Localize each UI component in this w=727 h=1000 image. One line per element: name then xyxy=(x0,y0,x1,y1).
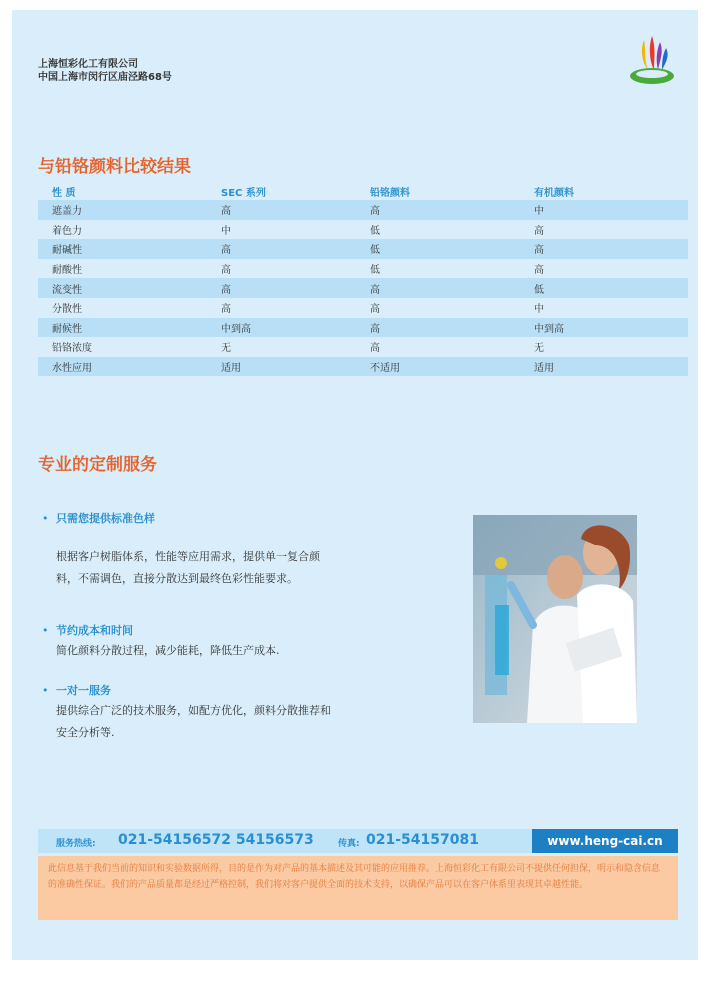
cell: 高 xyxy=(221,265,231,277)
bullet-icon: • xyxy=(42,624,49,637)
cell: 流变性 xyxy=(38,278,207,298)
cell: 耐候性 xyxy=(38,318,207,338)
company-info xyxy=(38,58,172,84)
table-row xyxy=(38,337,688,357)
cell: 高 xyxy=(356,200,520,220)
contact-bar xyxy=(38,829,678,853)
header-property: 性 质 xyxy=(52,187,76,199)
header-organic: 有机颜料 xyxy=(534,187,574,199)
company-name: 上海恒彩化工有限公司 xyxy=(38,59,138,70)
cell: 耐酸性 xyxy=(52,265,82,277)
cell: 无 xyxy=(221,343,231,355)
cell: 高 xyxy=(534,225,544,237)
cell: 高 xyxy=(207,278,356,298)
cell: 水性应用 xyxy=(38,357,207,377)
table-row xyxy=(38,298,688,318)
bullet-icon: • xyxy=(42,512,49,525)
table-row xyxy=(38,318,688,338)
cell: 无 xyxy=(534,343,544,355)
cell: 不适用 xyxy=(356,357,520,377)
cell: 低 xyxy=(370,265,380,277)
cell: 中 xyxy=(221,225,231,237)
cell: 分散性 xyxy=(52,304,82,316)
cell: 高 xyxy=(520,239,688,259)
cell: 耐碱性 xyxy=(38,239,207,259)
cell: 高 xyxy=(221,304,231,316)
hotline-number: 021-54156572 54156573 xyxy=(118,832,314,848)
service-item xyxy=(38,682,338,744)
header-lead-chrome: 铅铬颜料 xyxy=(370,187,410,199)
bullet-icon: • xyxy=(42,684,49,697)
cell: 着色力 xyxy=(52,225,82,237)
website-link[interactable]: www.heng-cai.cn xyxy=(532,829,678,853)
table-row xyxy=(38,278,688,298)
brochure-page xyxy=(12,10,698,960)
service-item xyxy=(38,622,338,662)
lab-photo-icon xyxy=(473,515,637,723)
company-logo-icon xyxy=(622,32,678,92)
cell: 中 xyxy=(520,200,688,220)
cell: 高 xyxy=(370,304,380,316)
table-header-row xyxy=(38,182,688,200)
cell: 低 xyxy=(370,225,380,237)
fax-number: 021-54157081 xyxy=(366,832,479,848)
service-body: 提供综合广泛的技术服务，如配方优化，颜料分散推荐和安全分析等. xyxy=(56,704,331,739)
services-title: 专业的定制服务 xyxy=(38,455,157,475)
company-address: 中国上海市闵行区庙泾路68号 xyxy=(38,72,172,83)
header-sec: SEC 系列 xyxy=(221,187,266,199)
cell: 铅铬浓度 xyxy=(52,343,92,355)
fax-label: 传真: xyxy=(338,839,360,849)
cell: 高 xyxy=(534,265,544,277)
table-row xyxy=(38,220,688,240)
cell: 高 xyxy=(207,239,356,259)
cell: 高 xyxy=(207,200,356,220)
cell: 高 xyxy=(356,278,520,298)
cell: 中到高 xyxy=(520,318,688,338)
service-body: 简化颜料分散过程，减少能耗，降低生产成本. xyxy=(56,644,280,657)
cell: 中 xyxy=(534,304,544,316)
service-title: 只需您提供标准色样 xyxy=(56,512,155,525)
service-title: 节约成本和时间 xyxy=(56,624,133,637)
table-row xyxy=(38,357,688,377)
cell: 中到高 xyxy=(207,318,356,338)
cell: 适用 xyxy=(520,357,688,377)
table-row xyxy=(38,200,688,220)
table-row xyxy=(38,259,688,279)
cell: 适用 xyxy=(207,357,356,377)
table-row xyxy=(38,239,688,259)
cell: 低 xyxy=(356,239,520,259)
service-title: 一对一服务 xyxy=(56,684,111,697)
service-item xyxy=(38,510,338,590)
comparison-title: 与铅铬颜料比较结果 xyxy=(38,157,191,177)
cell: 高 xyxy=(356,318,520,338)
cell: 高 xyxy=(370,343,380,355)
service-body: 根据客户树脂体系，性能等应用需求，提供单一复合颜料，不需调色，直接分散达到最终色彩性能要求。 xyxy=(56,550,320,585)
cell: 遮盖力 xyxy=(38,200,207,220)
hotline-label: 服务热线: xyxy=(56,839,96,849)
disclaimer-text: 此信息基于我们当前的知识和实验数据所得，目的是作为对产品的基本描述及其可能的应用推荐。上海恒彩化工有限公司不提供任何担保，明示和隐含信息的准确性保证。我们的产品质量都是经过严格控制，我们将对客户提供全面的技术支持，以确保产品可以在客户体系里表现其卓越性能。 xyxy=(38,856,678,920)
comparison-table xyxy=(38,182,688,376)
cell: 低 xyxy=(520,278,688,298)
